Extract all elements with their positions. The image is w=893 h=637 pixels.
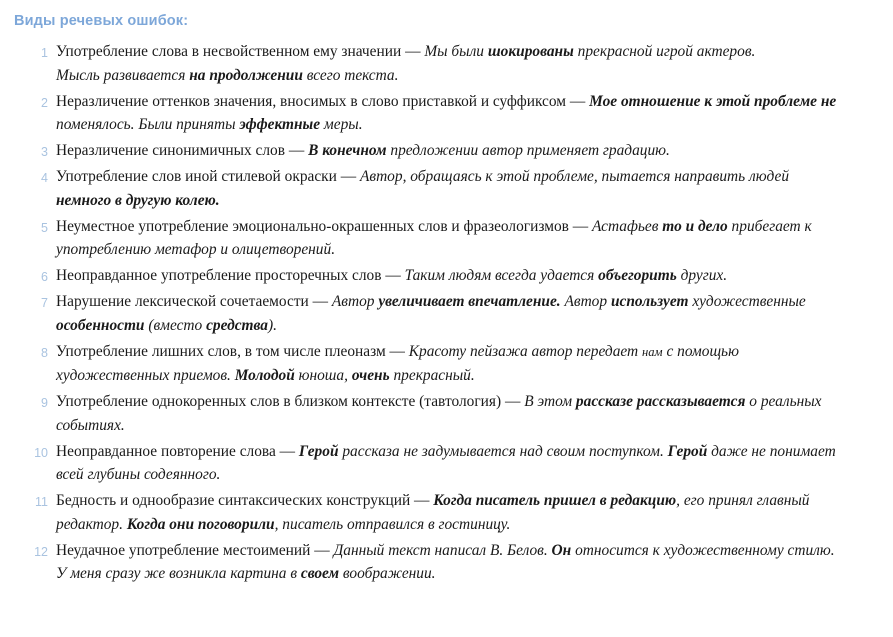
- em-dash-separator: —: [568, 217, 592, 235]
- example-text: Таким людям всегда удается: [404, 267, 599, 284]
- error-type-line: [56, 40, 847, 64]
- list-item: [0, 139, 893, 163]
- page-title: Виды речевых ошибок:: [14, 13, 189, 29]
- example-text: предложении автор применяет градацию.: [386, 142, 670, 159]
- error-type-label: Неразличение оттенков значения, вносимых в слово приставкой и суффиксом: [56, 92, 567, 110]
- example-emphasis: средства: [206, 316, 268, 334]
- example-text: о реальных событиях.: [56, 393, 822, 434]
- example-text: прекрасный.: [389, 367, 475, 384]
- error-type-label: Неуместное употребление эмоционально-окрашенных слов и фразеологизмов: [56, 217, 569, 235]
- example-text: всего текста.: [302, 66, 399, 84]
- example-emphasis: Молодой: [234, 367, 295, 384]
- em-dash-separator: —: [284, 142, 309, 159]
- em-dash-separator: —: [410, 492, 434, 509]
- list-item: [0, 539, 893, 586]
- error-type-label: Неразличение синонимичных слов: [56, 142, 285, 159]
- example-emphasis: немного в другую колею.: [56, 191, 220, 209]
- additional-example-line: [56, 64, 847, 88]
- example-emphasis: особенности: [56, 316, 145, 334]
- example-text: рассказа не задумывается над своим поступком.: [338, 442, 668, 460]
- example-emphasis: увеличивает впечатление.: [378, 293, 561, 310]
- example-text: юноша,: [294, 367, 352, 384]
- list-item: [0, 215, 893, 262]
- example-text: Красоту пейзажа автор передает: [408, 342, 642, 360]
- example-text: Астафьев: [592, 217, 663, 235]
- list-item: [0, 489, 893, 536]
- list-item: [0, 264, 893, 288]
- example-text: прекрасной игрой актеров.: [573, 43, 756, 60]
- em-dash-separator: —: [385, 342, 409, 360]
- example-text: прибегает к употреблению метафор и олицетворений.: [56, 217, 812, 258]
- list-item: [0, 390, 893, 437]
- example-emphasis: то и дело: [662, 217, 728, 235]
- em-dash-separator: —: [501, 393, 525, 410]
- example-emphasis: объегорить: [598, 267, 677, 284]
- example-emphasis: Герой: [667, 442, 708, 460]
- example-text: относится к художественному стилю. У меня сразу же возникла картина в: [56, 541, 835, 582]
- example-text: В этом: [524, 393, 576, 410]
- em-dash-separator: —: [275, 442, 299, 460]
- example-emphasis: очень: [351, 367, 390, 384]
- example-emphasis: использует: [610, 293, 689, 310]
- em-dash-separator: —: [310, 541, 334, 559]
- error-type-label: Неудачное употребление местоимений: [56, 541, 311, 559]
- error-type-line: [56, 489, 847, 536]
- error-type-line: [56, 340, 847, 388]
- error-type-line: [56, 90, 847, 137]
- em-dash-separator: —: [308, 293, 332, 310]
- example-text: ).: [267, 316, 277, 334]
- error-type-line: [56, 264, 847, 288]
- error-type-label: Употребление лишних слов, в том числе плеоназм: [56, 342, 386, 360]
- error-type-line: [56, 539, 847, 586]
- example-text: , его принял главный редактор.: [56, 492, 810, 533]
- error-type-label: Употребление однокоренных слов в близком контексте (тавтология): [56, 393, 502, 410]
- example-text: Автор, обращаясь к этой проблеме, пытается направить людей: [359, 168, 790, 185]
- example-text: (вместо: [144, 316, 207, 334]
- example-text: воображении.: [339, 565, 436, 582]
- example-emphasis: рассказе рассказывается: [575, 393, 746, 410]
- list-item: [0, 90, 893, 137]
- example-emphasis: Мое отношение к этой проблеме не: [589, 92, 837, 110]
- example-text: поменялось. Были приняты: [56, 116, 240, 133]
- error-type-line: [56, 290, 847, 337]
- error-type-line: [56, 165, 847, 212]
- error-type-label: Употребление слов иной стилевой окраски: [56, 168, 337, 185]
- em-dash-separator: —: [566, 92, 590, 110]
- example-text: Мы были: [424, 43, 488, 60]
- example-emphasis: на продолжении: [189, 66, 303, 84]
- example-text: даже не понимает всей глубины содеянного.: [56, 442, 836, 483]
- example-text: Данный текст написал В. Белов.: [333, 541, 552, 559]
- list-item: [0, 440, 893, 487]
- error-type-line: [56, 440, 847, 487]
- example-text: Мысль развивается: [56, 66, 190, 84]
- error-type-line: [56, 390, 847, 437]
- example-emphasis: В конечном: [308, 142, 387, 159]
- example-emphasis: Герой: [298, 442, 339, 460]
- example-text: с помощью художественных приемов.: [56, 342, 739, 384]
- error-type-label: Неоправданное повторение слова: [56, 442, 276, 460]
- list-item: [0, 165, 893, 212]
- example-text: Автор: [331, 293, 379, 310]
- error-type-label: Бедность и однообразие синтаксических конструкций: [56, 492, 411, 509]
- error-type-label: Нарушение лексической сочетаемости: [56, 293, 309, 310]
- example-text: других.: [676, 267, 728, 284]
- speech-errors-list: [0, 40, 893, 586]
- list-item: [0, 40, 893, 87]
- example-text: нам: [642, 344, 663, 359]
- em-dash-separator: —: [336, 168, 360, 185]
- example-text: , писатель отправился в гостиницу.: [274, 515, 511, 533]
- example-emphasis: Он: [551, 541, 572, 559]
- error-type-line: [56, 139, 847, 163]
- example-emphasis: Когда писатель пришел в редакцию: [433, 492, 677, 509]
- example-text: художественные: [688, 293, 806, 310]
- example-emphasis: своем: [300, 565, 340, 582]
- example-emphasis: эффектные: [239, 116, 321, 133]
- list-item: [0, 290, 893, 337]
- error-type-line: [56, 215, 847, 262]
- error-type-label: Употребление слова в несвойственном ему значении: [56, 43, 402, 60]
- em-dash-separator: —: [401, 43, 425, 60]
- error-type-label: Неоправданное употребление просторечных слов: [56, 267, 382, 284]
- example-emphasis: шокированы: [487, 43, 574, 60]
- list-item: [0, 340, 893, 388]
- em-dash-separator: —: [381, 267, 405, 284]
- example-text: меры.: [320, 116, 363, 133]
- example-text: Автор: [560, 293, 611, 310]
- example-emphasis: Когда они поговорили: [126, 515, 275, 533]
